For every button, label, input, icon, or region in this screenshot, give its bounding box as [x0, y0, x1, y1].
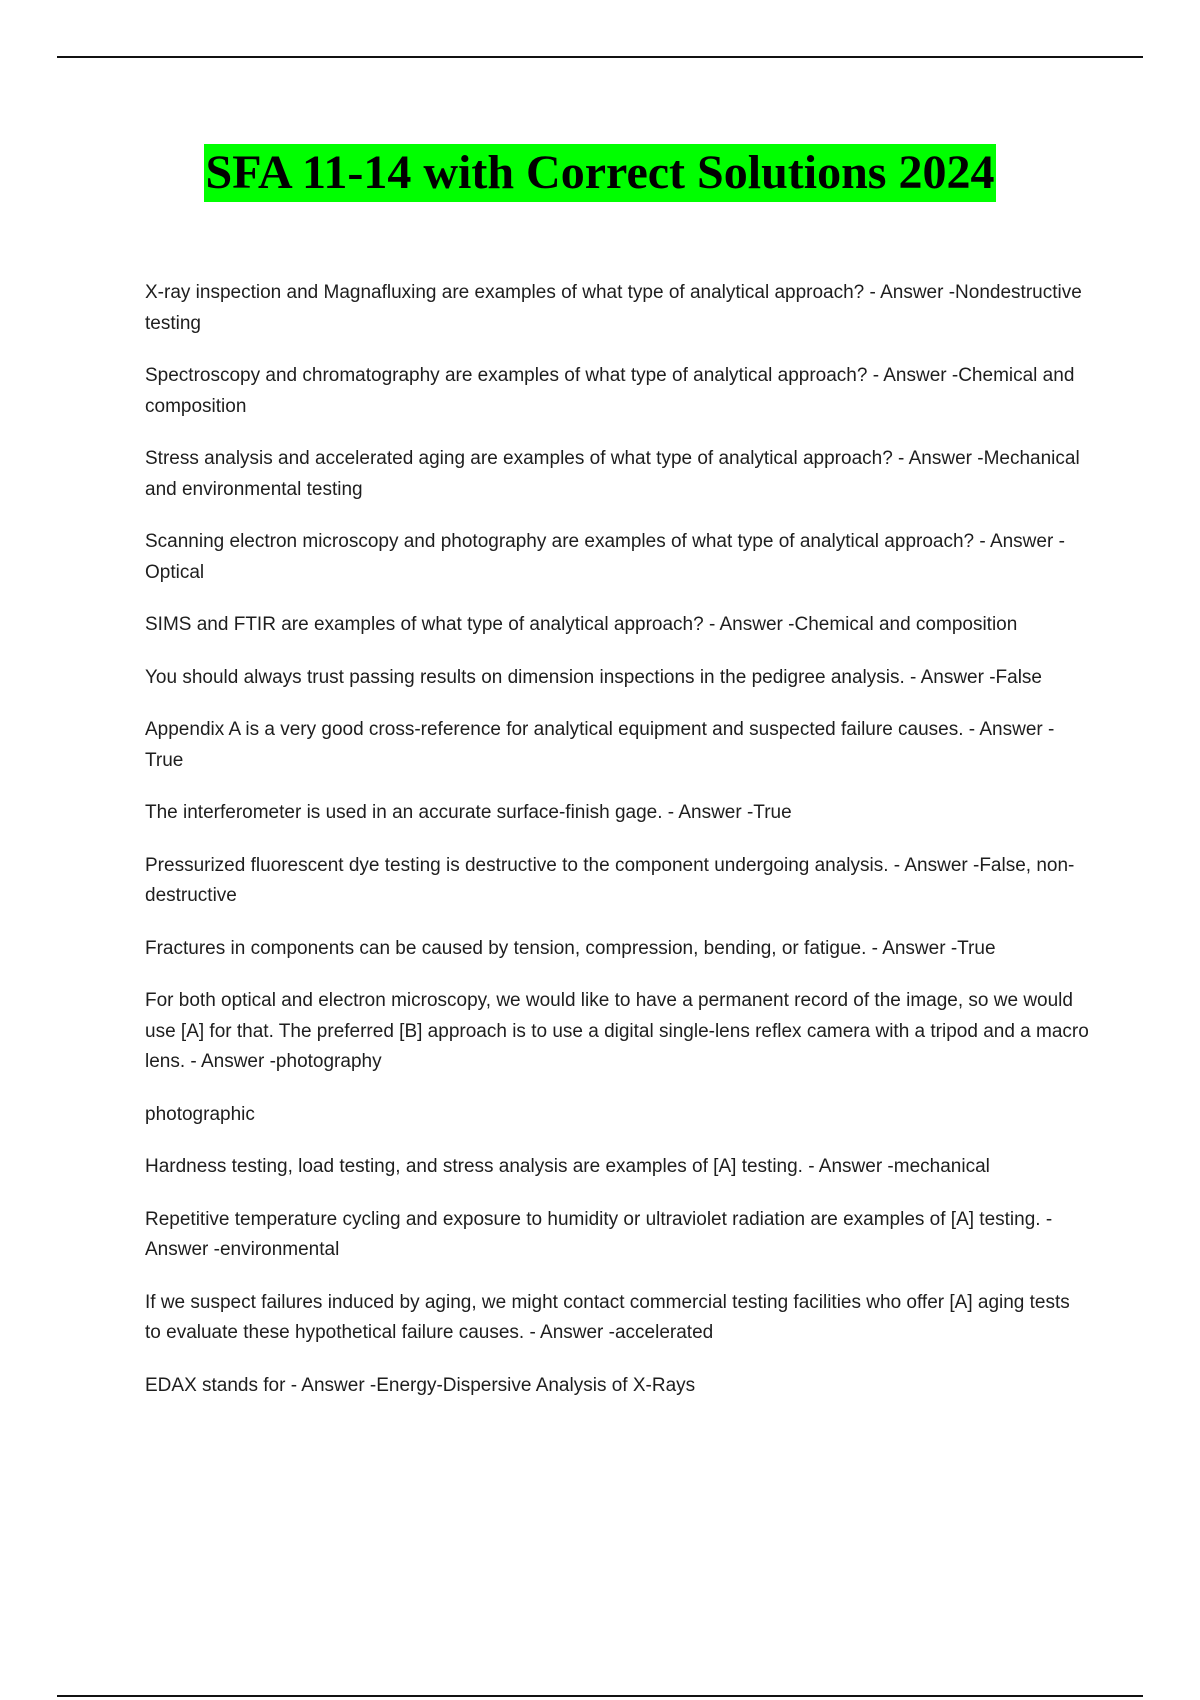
qa-list [145, 278, 1090, 1423]
qa-item-11: For both optical and electron microscopy, we would like to have a permanent record of the image, so we would use [A] for that. The preferred [B] approach is to use a digital single-lens reflex camera with a tripod and a macro lens. - Answer -photography [145, 990, 1089, 1072]
qa-item-14: Repetitive temperature cycling and exposure to humidity or ultraviolet radiation are examples of [A] testing. - Answer -environmental [145, 1208, 1053, 1260]
qa-item-8: The interferometer is used in an accurate surface-finish gage. - Answer -True [145, 802, 792, 823]
qa-item-1: X-ray inspection and Magnafluxing are examples of what type of analytical approach? - Answer -Nondestructive testing [145, 282, 1082, 334]
footer-rule [57, 1695, 1143, 1697]
qa-item-7: Appendix A is a very good cross-reference for analytical equipment and suspected failure causes. - Answer -True [145, 719, 1055, 771]
qa-item-9: Pressurized fluorescent dye testing is destructive to the component undergoing analysis. - Answer -False, non-destructive [145, 854, 1075, 906]
qa-item-12: photographic [145, 1103, 255, 1125]
qa-item-4: Scanning electron microscopy and photography are examples of what type of analytical approach? - Answer -Optical [145, 531, 1065, 583]
qa-item-5: SIMS and FTIR are examples of what type of analytical approach? - Answer -Chemical and composition [145, 614, 1018, 635]
qa-item-6: You should always trust passing results on dimension inspections in the pedigree analysis. - Answer -False [145, 666, 1042, 688]
page-title: SFA 11-14 with Correct Solutions 2024 [204, 144, 997, 202]
qa-item-16: EDAX stands for - Answer -Energy-Dispersive Analysis of X-Rays [145, 1374, 696, 1396]
title-container [0, 144, 1200, 202]
qa-item-15: If we suspect failures induced by aging, we might contact commercial testing facilities who offer [A] aging tests to evaluate these hypothetical failure causes. - Answer -accelerated [145, 1291, 1070, 1343]
qa-item-3: Stress analysis and accelerated aging are examples of what type of analytical approach? - Answer -Mechanical and environmental testing [145, 448, 1080, 500]
qa-item-2: Spectroscopy and chromatography are examples of what type of analytical approach? - Answer -Chemical and composition [145, 365, 1075, 417]
qa-item-13: Hardness testing, load testing, and stress analysis are examples of [A] testing. - Answer -mechanical [145, 1156, 990, 1177]
header-rule [57, 56, 1143, 58]
qa-item-10: Fractures in components can be caused by tension, compression, bending, or fatigue. - Answer -True [145, 937, 996, 959]
